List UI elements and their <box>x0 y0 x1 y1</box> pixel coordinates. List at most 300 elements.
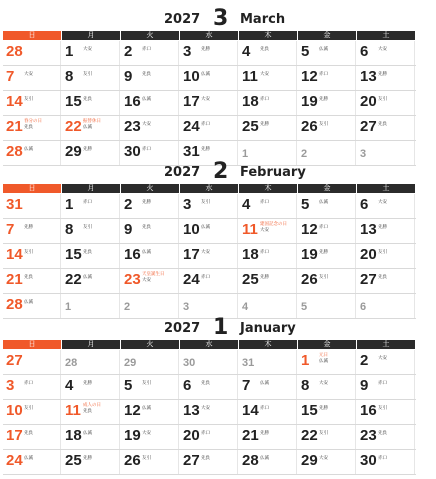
rokuyo-label: 大安 <box>378 47 387 52</box>
week-row <box>3 294 416 319</box>
day-number: 30 <box>124 143 141 160</box>
weekday-label: 水 <box>180 31 238 40</box>
weekday-label: 火 <box>121 184 179 193</box>
day-number: 16 <box>360 402 377 419</box>
day-cell <box>3 350 61 374</box>
rokuyo-label: 大安 <box>260 72 269 77</box>
rokuyo-label: 大安 <box>201 406 210 411</box>
rokuyo-label: 友引 <box>142 456 151 461</box>
rokuyo-label: 赤口 <box>260 250 269 255</box>
day-number: 31 <box>183 143 200 160</box>
day-number: 19 <box>124 427 141 444</box>
day-number: 12 <box>124 402 141 419</box>
day-cell <box>121 116 179 140</box>
rokuyo-label: 仏滅 <box>24 300 33 305</box>
rokuyo-label: 大安 <box>260 228 269 233</box>
day-cell <box>3 116 61 140</box>
day-cell <box>121 400 179 424</box>
week-row <box>3 116 416 141</box>
weekday-label: 月 <box>62 340 120 349</box>
rokuyo-label: 大安 <box>24 72 33 77</box>
weekday-label: 水 <box>180 184 238 193</box>
weekday-label: 日 <box>3 340 61 349</box>
day-cell <box>298 350 356 374</box>
day-number: 15 <box>301 402 318 419</box>
day-cell <box>3 219 61 243</box>
rokuyo-label: 大安 <box>378 200 387 205</box>
day-cell <box>3 400 61 424</box>
day-cell <box>357 116 415 140</box>
rokuyo-label: 大安 <box>142 122 151 127</box>
day-cell <box>180 294 238 318</box>
day-number: 20 <box>360 93 377 110</box>
month-name: February <box>240 165 306 180</box>
rokuyo-label: 大安 <box>83 47 92 52</box>
day-number: 3 <box>183 196 192 213</box>
day-cell <box>180 91 238 115</box>
day-number: 12 <box>301 221 318 238</box>
day-number: 25 <box>242 118 259 135</box>
day-number: 4 <box>65 377 74 394</box>
weekday-label: 日 <box>3 184 61 193</box>
rokuyo-label: 赤口 <box>260 97 269 102</box>
rokuyo-label: 先勝 <box>378 225 387 230</box>
day-cell <box>62 425 120 449</box>
day-number: 28 <box>6 143 23 160</box>
week-row <box>3 66 416 91</box>
day-cell <box>62 294 120 318</box>
date-grid <box>3 41 416 166</box>
day-number: 27 <box>183 452 200 469</box>
rokuyo-label: 大安 <box>378 356 387 361</box>
day-number: 24 <box>6 452 23 469</box>
rokuyo-label: 先勝 <box>201 147 210 152</box>
rokuyo-label: 赤口 <box>83 200 92 205</box>
day-number: 29 <box>65 143 82 160</box>
day-number: 4 <box>242 196 251 213</box>
weekday-header <box>3 340 416 349</box>
date-grid <box>3 350 416 475</box>
holiday-label: 振替休日 <box>83 119 101 124</box>
day-number: 1 <box>301 352 310 369</box>
day-cell <box>3 425 61 449</box>
day-number: 22 <box>65 118 82 135</box>
day-cell <box>239 194 297 218</box>
day-cell <box>239 219 297 243</box>
day-number: 14 <box>6 93 23 110</box>
day-number: 29 <box>301 452 318 469</box>
day-number: 17 <box>6 427 23 444</box>
rokuyo-label: 先負 <box>201 381 210 386</box>
day-number: 21 <box>6 118 23 135</box>
month-title <box>0 317 436 339</box>
weekday-label: 火 <box>121 31 179 40</box>
day-number: 27 <box>360 271 377 288</box>
month-title <box>0 8 436 30</box>
day-cell <box>357 269 415 293</box>
rokuyo-label: 先勝 <box>260 122 269 127</box>
weekday-label: 金 <box>298 31 356 40</box>
rokuyo-label: 大安 <box>201 97 210 102</box>
rokuyo-label: 友引 <box>83 225 92 230</box>
rokuyo-label: 友引 <box>378 250 387 255</box>
day-cell <box>357 450 415 474</box>
day-cell <box>62 400 120 424</box>
day-number: 31 <box>242 357 255 369</box>
day-number: 6 <box>360 301 367 313</box>
day-number: 9 <box>124 68 133 85</box>
day-cell <box>357 400 415 424</box>
day-cell <box>62 269 120 293</box>
day-cell <box>357 425 415 449</box>
day-cell <box>62 41 120 65</box>
rokuyo-label: 先負 <box>142 225 151 230</box>
day-cell <box>180 219 238 243</box>
rokuyo-label: 大安 <box>201 250 210 255</box>
day-cell <box>298 219 356 243</box>
day-cell <box>298 116 356 140</box>
day-number: 2 <box>124 43 133 60</box>
day-cell <box>357 294 415 318</box>
weekday-label: 木 <box>239 31 297 40</box>
day-number: 12 <box>301 68 318 85</box>
rokuyo-label: 大安 <box>319 381 328 386</box>
rokuyo-label: 先負 <box>378 431 387 436</box>
rokuyo-label: 仏滅 <box>319 359 328 364</box>
day-cell <box>121 91 179 115</box>
rokuyo-label: 赤口 <box>201 275 210 280</box>
day-cell <box>239 294 297 318</box>
day-cell <box>357 41 415 65</box>
year-label: 2027 <box>164 165 201 180</box>
day-number: 1 <box>65 301 72 313</box>
holiday-label: 元日 <box>319 353 328 358</box>
rokuyo-label: 先勝 <box>260 431 269 436</box>
rokuyo-label: 赤口 <box>378 381 387 386</box>
day-cell <box>239 400 297 424</box>
day-cell <box>180 350 238 374</box>
day-cell <box>3 269 61 293</box>
week-row <box>3 375 416 400</box>
rokuyo-label: 先負 <box>201 456 210 461</box>
day-number: 28 <box>65 357 78 369</box>
day-cell <box>3 450 61 474</box>
rokuyo-label: 先負 <box>260 47 269 52</box>
day-number: 13 <box>360 221 377 238</box>
week-row <box>3 41 416 66</box>
month-title <box>0 161 436 183</box>
day-cell <box>298 269 356 293</box>
day-cell <box>239 91 297 115</box>
day-number: 24 <box>183 271 200 288</box>
rokuyo-label: 先勝 <box>260 275 269 280</box>
day-cell <box>298 194 356 218</box>
rokuyo-label: 先勝 <box>201 47 210 52</box>
week-row <box>3 269 416 294</box>
rokuyo-label: 友引 <box>319 275 328 280</box>
weekday-header <box>3 184 416 193</box>
rokuyo-label: 仏滅 <box>260 456 269 461</box>
rokuyo-label: 先勝 <box>378 72 387 77</box>
rokuyo-label: 先勝 <box>142 200 151 205</box>
day-number: 25 <box>65 452 82 469</box>
day-cell <box>62 350 120 374</box>
week-row <box>3 350 416 375</box>
day-cell <box>298 425 356 449</box>
day-number: 1 <box>65 196 74 213</box>
day-cell <box>357 91 415 115</box>
day-number: 29 <box>124 357 137 369</box>
day-cell <box>180 450 238 474</box>
day-cell <box>357 66 415 90</box>
day-number: 5 <box>124 377 133 394</box>
rokuyo-label: 友引 <box>142 381 151 386</box>
rokuyo-label: 大安 <box>319 456 328 461</box>
day-cell <box>180 425 238 449</box>
rokuyo-label: 先負 <box>24 275 33 280</box>
day-number: 7 <box>242 377 251 394</box>
day-number: 25 <box>242 271 259 288</box>
week-row <box>3 425 416 450</box>
rokuyo-label: 先勝 <box>83 381 92 386</box>
day-number: 4 <box>242 301 249 313</box>
rokuyo-label: 赤口 <box>319 225 328 230</box>
day-number: 2 <box>360 352 369 369</box>
weekday-header <box>3 31 416 40</box>
day-number: 22 <box>301 427 318 444</box>
day-cell <box>239 269 297 293</box>
day-number: 28 <box>6 43 23 60</box>
day-number: 2 <box>301 148 308 160</box>
day-cell <box>121 350 179 374</box>
day-number: 15 <box>65 246 82 263</box>
weekday-label: 金 <box>298 340 356 349</box>
day-cell <box>239 350 297 374</box>
day-number: 10 <box>183 221 200 238</box>
weekday-label: 月 <box>62 31 120 40</box>
day-cell <box>180 66 238 90</box>
day-cell <box>62 244 120 268</box>
day-number: 9 <box>360 377 369 394</box>
day-number: 7 <box>6 68 15 85</box>
weekday-label: 火 <box>121 340 179 349</box>
day-number: 14 <box>6 246 23 263</box>
rokuyo-label: 赤口 <box>319 72 328 77</box>
rokuyo-label: 赤口 <box>201 122 210 127</box>
week-row <box>3 450 416 475</box>
day-cell <box>239 116 297 140</box>
rokuyo-label: 先負 <box>24 125 33 130</box>
day-cell <box>62 66 120 90</box>
day-cell <box>3 244 61 268</box>
day-number: 1 <box>65 43 74 60</box>
day-number: 10 <box>6 402 23 419</box>
day-number: 28 <box>6 296 23 313</box>
day-number: 23 <box>124 118 141 135</box>
day-cell <box>121 269 179 293</box>
day-cell <box>3 194 61 218</box>
day-number: 24 <box>183 118 200 135</box>
day-number: 20 <box>183 427 200 444</box>
rokuyo-label: 友引 <box>24 97 33 102</box>
day-cell <box>239 425 297 449</box>
weekday-label: 木 <box>239 340 297 349</box>
day-number: 13 <box>183 402 200 419</box>
day-cell <box>3 66 61 90</box>
day-number: 9 <box>124 221 133 238</box>
weekday-label: 土 <box>357 184 415 193</box>
day-number: 11 <box>242 221 258 238</box>
rokuyo-label: 友引 <box>83 72 92 77</box>
rokuyo-label: 仏滅 <box>201 72 210 77</box>
day-number: 26 <box>301 271 318 288</box>
day-number: 17 <box>183 93 200 110</box>
day-number: 27 <box>360 118 377 135</box>
day-cell <box>3 294 61 318</box>
month-name: March <box>240 12 286 27</box>
day-cell <box>239 450 297 474</box>
holiday-label: 建国記念の日 <box>260 222 287 227</box>
rokuyo-label: 仏滅 <box>83 275 92 280</box>
day-number: 26 <box>301 118 318 135</box>
rokuyo-label: 友引 <box>24 250 33 255</box>
year-label: 2027 <box>164 321 201 336</box>
day-number: 8 <box>65 68 74 85</box>
rokuyo-label: 友引 <box>201 200 210 205</box>
day-number: 2 <box>124 301 131 313</box>
day-cell <box>62 116 120 140</box>
day-cell <box>3 91 61 115</box>
weekday-label: 日 <box>3 31 61 40</box>
rokuyo-label: 友引 <box>378 97 387 102</box>
rokuyo-label: 友引 <box>378 406 387 411</box>
day-cell <box>298 244 356 268</box>
rokuyo-label: 先勝 <box>319 406 328 411</box>
day-number: 10 <box>183 68 200 85</box>
day-number: 6 <box>360 43 369 60</box>
day-number: 30 <box>360 452 377 469</box>
day-cell <box>121 41 179 65</box>
rokuyo-label: 仏滅 <box>142 97 151 102</box>
rokuyo-label: 赤口 <box>260 200 269 205</box>
rokuyo-label: 仏滅 <box>142 406 151 411</box>
day-number: 2 <box>124 196 133 213</box>
day-number: 30 <box>183 357 196 369</box>
rokuyo-label: 赤口 <box>142 47 151 52</box>
rokuyo-label: 先負 <box>83 409 92 414</box>
rokuyo-label: 先勝 <box>83 456 92 461</box>
day-number: 13 <box>360 68 377 85</box>
day-cell <box>298 450 356 474</box>
day-number: 6 <box>183 377 192 394</box>
day-number: 3 <box>6 377 15 394</box>
day-cell <box>298 41 356 65</box>
day-number: 18 <box>242 246 259 263</box>
day-cell <box>357 194 415 218</box>
rokuyo-label: 赤口 <box>201 431 210 436</box>
week-row <box>3 244 416 269</box>
year-label: 2027 <box>164 12 201 27</box>
day-cell <box>239 66 297 90</box>
day-number: 16 <box>124 246 141 263</box>
day-cell <box>62 91 120 115</box>
day-number: 26 <box>124 452 141 469</box>
day-number: 11 <box>242 68 258 85</box>
date-grid <box>3 194 416 319</box>
rokuyo-label: 仏滅 <box>201 225 210 230</box>
weekday-label: 木 <box>239 184 297 193</box>
day-cell <box>3 41 61 65</box>
month-number: 1 <box>213 315 229 340</box>
week-row <box>3 194 416 219</box>
day-cell <box>3 375 61 399</box>
day-number: 19 <box>301 93 318 110</box>
day-cell <box>180 269 238 293</box>
rokuyo-label: 仏滅 <box>319 200 328 205</box>
day-number: 18 <box>65 427 82 444</box>
day-cell <box>239 41 297 65</box>
day-cell <box>62 375 120 399</box>
day-cell <box>121 375 179 399</box>
week-row <box>3 400 416 425</box>
day-cell <box>298 375 356 399</box>
day-cell <box>180 244 238 268</box>
day-cell <box>121 294 179 318</box>
day-cell <box>62 194 120 218</box>
day-number: 11 <box>65 402 81 419</box>
day-number: 5 <box>301 301 308 313</box>
rokuyo-label: 先負 <box>142 72 151 77</box>
day-cell <box>121 425 179 449</box>
day-cell <box>180 375 238 399</box>
day-number: 28 <box>242 452 259 469</box>
rokuyo-label: 先負 <box>83 250 92 255</box>
day-number: 8 <box>65 221 74 238</box>
day-cell <box>62 219 120 243</box>
rokuyo-label: 仏滅 <box>319 47 328 52</box>
week-row <box>3 91 416 116</box>
day-cell <box>121 244 179 268</box>
day-cell <box>239 375 297 399</box>
day-number: 5 <box>301 43 310 60</box>
day-cell <box>298 91 356 115</box>
rokuyo-label: 赤口 <box>378 456 387 461</box>
day-cell <box>121 66 179 90</box>
day-number: 14 <box>242 402 259 419</box>
rokuyo-label: 友引 <box>319 122 328 127</box>
rokuyo-label: 仏滅 <box>260 381 269 386</box>
month-number: 2 <box>213 159 229 184</box>
rokuyo-label: 仏滅 <box>83 125 92 130</box>
weekday-label: 月 <box>62 184 120 193</box>
rokuyo-label: 先勝 <box>83 147 92 152</box>
day-cell <box>239 244 297 268</box>
rokuyo-label: 大安 <box>142 431 151 436</box>
rokuyo-label: 仏滅 <box>24 147 33 152</box>
day-number: 8 <box>301 377 310 394</box>
day-number: 18 <box>242 93 259 110</box>
day-cell <box>180 116 238 140</box>
day-number: 3 <box>183 43 192 60</box>
day-cell <box>298 400 356 424</box>
day-number: 1 <box>242 148 249 160</box>
day-number: 27 <box>6 352 23 369</box>
holiday-label: 春分の日 <box>24 119 42 124</box>
rokuyo-label: 先勝 <box>24 225 33 230</box>
day-cell <box>121 219 179 243</box>
day-cell <box>357 375 415 399</box>
day-cell <box>180 400 238 424</box>
